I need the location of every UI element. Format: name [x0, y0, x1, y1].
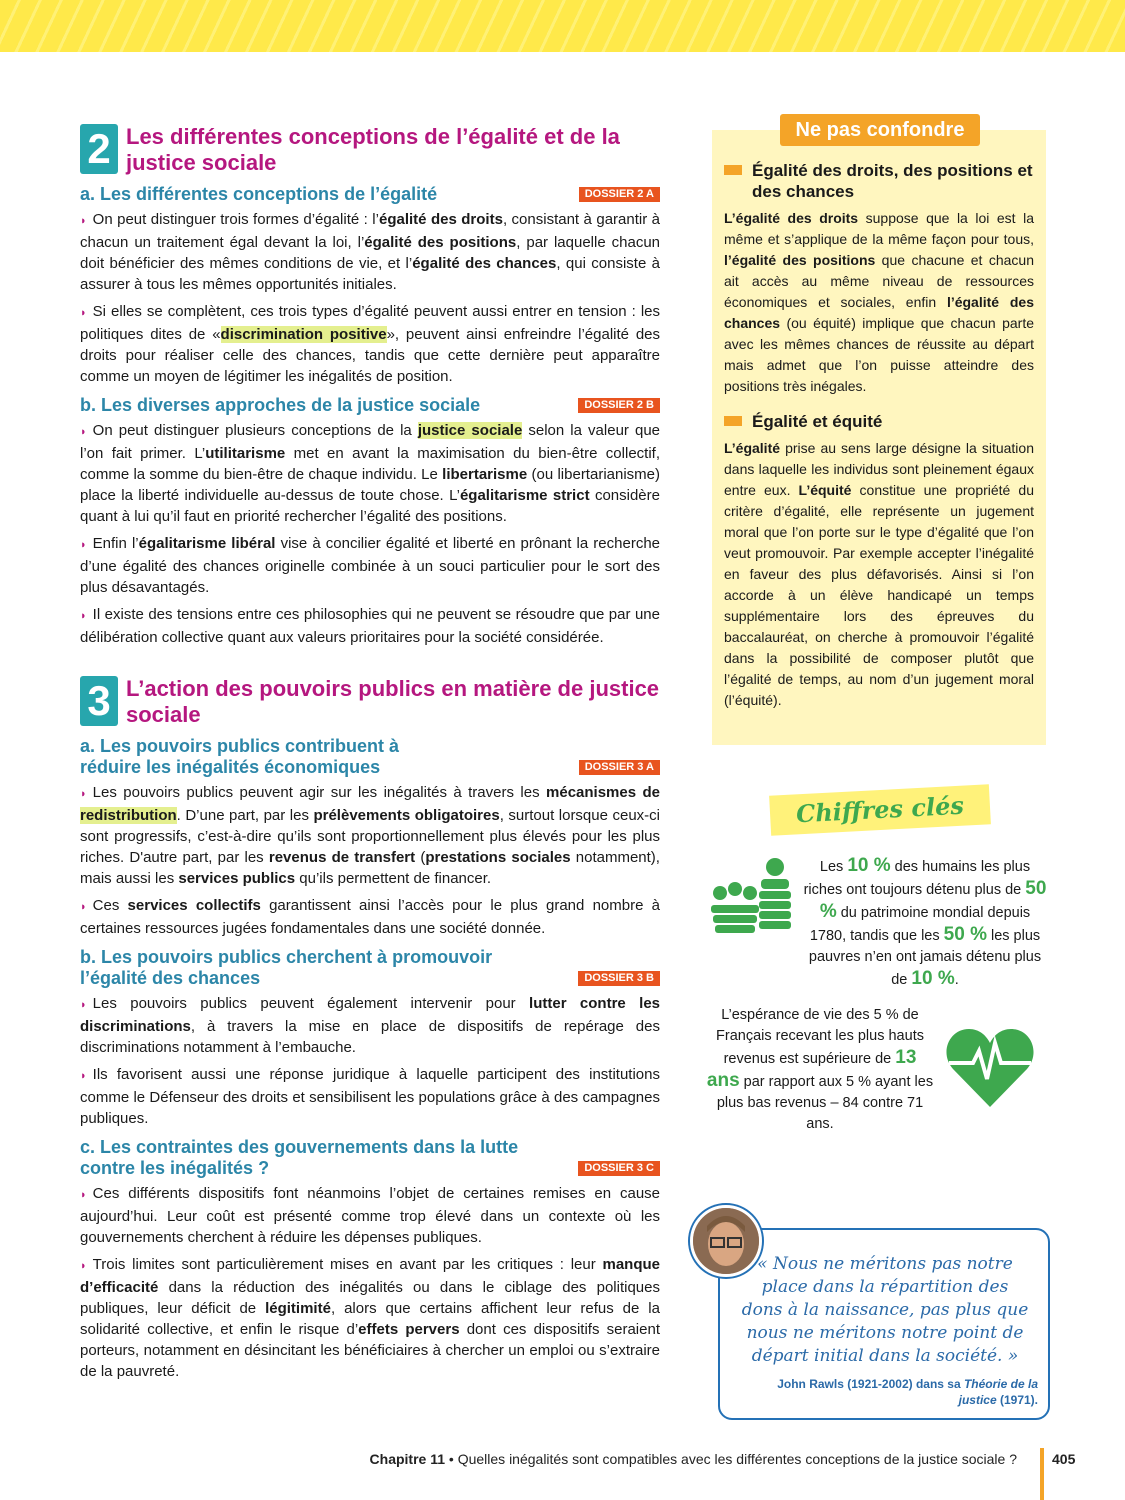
highlighted-term: redistribution [80, 807, 177, 824]
box-paragraph: L’égalité prise au sens large désigne la situation dans laquelle les individus sont pleinement égaux entre eux. L’équité constitue une propriété du critère d’égalité, elle représente un jugement moral que l’on porte sur le type d’égalité que l’on veut promouvoir. Par exemple accepter l’inégalité en faveur des plus défavorisés. Ainsi si l’on accorde à un élève handicapé un temps supplémentaire lors des épreuves du baccalauréat, on cherche à promouvoir l’égalité dans la possibilité de composer plutôt que l’égalité de temps, au nom d’un jugement moral (l’équité). [724, 440, 1035, 708]
page-footer [0, 1448, 1125, 1478]
section-number: 2 [80, 124, 118, 174]
stat-wealth: Les 10 % des humains les plus riches ont toujours détenu plus de 50 % du patrimoine mondial depuis 1780, tandis que les 50 % les plus pauvres n’en ont jamais détenu plus de 10 %. [803, 855, 1047, 989]
paragraph: ◗ Trois limites sont particulièrement mises en avant par les critiques : leur manque d’efficacité dans la réduction des inégalités ou dans le ciblage des politiques publiques, leur déficit de légitimité, alors que certains affichent leur refus de la solidarité collective, et enfin le risque d’effets pervers dont ces dispositifs seraient porteurs, notamment en désincitant les bénéficiaires à chercher un emploi ou s’extraire de la pauvreté. [80, 1256, 660, 1380]
dossier-badge: DOSSIER 2 A [579, 187, 660, 202]
paragraph: ◗ Les pouvoirs publics peuvent agir sur les inégalités à travers les mécanismes de redistribution. D’une part, par les prélèvements obligatoires, surtout lorsque ceux-ci sont progressifs, c’est-à-dire qu’ils sont proportionnellement plus élevés pour les plus riches. D'autre part, par les revenus de transfert (prestations sociales notamment), mais aussi les services publics qu’ils permettent de financer. [80, 784, 661, 887]
main-column [80, 120, 660, 1388]
paragraph: ◗ Ces différents dispositifs font néanmoins l’objet de certaines remises en cause aujourd’hui. Leur coût est présenté comme trop élevé dans un contexte où les gouvernements cherchent à réduire les dépenses publiques. [80, 1185, 660, 1246]
people-coins-icon [705, 855, 805, 935]
subsection-3c-heading [80, 1137, 660, 1179]
page-number: 405 [1052, 1451, 1076, 1467]
bullet-icon: ◗ [80, 999, 87, 1011]
subsection-title: a. Les pouvoirs publics contribuent à réduire les inégalités économiques [80, 736, 400, 777]
subsection-title: b. Les diverses approches de la justice sociale [80, 395, 481, 415]
bullet-icon: ◗ [80, 901, 87, 913]
paragraph: ◗ Il existe des tensions entre ces philosophies qui ne peuvent se résoudre que par une délibération collective quant aux valeurs prioritaires pour la société considérée. [80, 606, 660, 646]
bullet-icon: ◗ [80, 307, 87, 319]
box-paragraph: L’égalité des droits suppose que la loi est la même et s’applique de la même façon pour tous, l’égalité des positions que chacune et chacun ait accès au même niveau de ressources économiques et sociales, enfin l’égalité des chances (ou équité) implique que chacun parte avec les mêmes chances de réussite au départ mais admet que l’on puisse atteindre des positions très inégales. [724, 210, 1034, 394]
bullet-icon: ◗ [80, 1189, 87, 1201]
dossier-badge: DOSSIER 3 A [579, 760, 660, 775]
bullet-icon: ◗ [80, 788, 87, 800]
subsection-3b-heading [80, 947, 660, 989]
quote-text: « Nous ne méritons pas notre place dans la répartition des dons à la naissance, pas plus que nous ne méritons notre point de départ initial dans la société. » [741, 1254, 1029, 1366]
subsection-2a-heading [80, 184, 660, 205]
bullet-icon: ◗ [80, 539, 87, 551]
subsection-3a-heading [80, 736, 660, 778]
stat-life-expectancy: L’espérance de vie des 5 % de Français recevant les plus hauts revenus est supérieure de 13 ans par rapport aux 5 % ayant les plus bas revenus – 84 contre 71 ans. [706, 1007, 934, 1132]
ne-pas-confondre-box [712, 130, 1046, 745]
highlighted-term: justice sociale [417, 422, 523, 439]
subsection-title: a. Les différentes conceptions de l’égalité [80, 184, 438, 204]
footer-bar [1040, 1448, 1044, 1500]
paragraph: ◗ Les pouvoirs publics peuvent également intervenir pour lutter contre les discriminations, à travers la mise en place de dispositifs de repérage des discriminations notamment à l’embauche. [80, 995, 661, 1056]
bullet-icon: ◗ [80, 1260, 87, 1272]
square-marker-icon [724, 165, 742, 175]
subsection-2b-heading [80, 395, 660, 416]
quote-citation: John Rawls (1921-2002) dans sa Théorie de la justice (1971). [777, 1377, 1038, 1407]
subsection-title: c. Les contraintes des gouvernements dans la lutte contre les inégalités ? [80, 1137, 519, 1178]
footer-text: Chapitre 11 • Quelles inégalités sont compatibles avec les différentes conceptions de la justice sociale ? [369, 1451, 1017, 1467]
bullet-icon: ◗ [80, 426, 87, 438]
top-stripe-band [0, 0, 1125, 52]
section-title: L’action des pouvoirs publics en matière de justice sociale [126, 676, 660, 727]
paragraph: ◗ On peut distinguer trois formes d’égalité : l’égalité des droits, consistant à garantir à chacun un traitement égal devant la loi, l’égalité des positions, par laquelle chacun doit bénéficier des mêmes conditions de vie, et l’égalité des chances, qui consiste à assurer à tous les mêmes opportunités initiales. [80, 211, 661, 293]
heart-pulse-icon [945, 1025, 1035, 1110]
paragraph: ◗ Ces services collectifs garantissent ainsi l’accès pour le plus grand nombre à certaines ressources jugées fondamentales dans une société donnée. [80, 897, 660, 937]
ne-pas-confondre-tag: Ne pas confondre [780, 114, 980, 146]
bullet-icon: ◗ [80, 215, 87, 227]
dossier-badge: DOSSIER 3 B [578, 971, 660, 986]
bullet-icon: ◗ [80, 1070, 87, 1082]
paragraph: ◗ Ils favorisent aussi une réponse juridique à laquelle participent des institutions comme le Défenseur des droits et sensibilisent les populations grâce à des campagnes publiques. [80, 1066, 660, 1127]
paragraph: ◗ Si elles se complètent, ces trois types d’égalité peuvent aussi entrer en tension : les politiques dites de «discrimination positive», peuvent ainsi enfreindre l’égalité des droits pour réaliser celle des chances, tandis que cette dernière peut apparaître comme un moyen de légitimer les inégalités de position. [80, 303, 661, 385]
paragraph: ◗ Enfin l’égalitarisme libéral vise à concilier égalité et liberté en prônant la recherche d’une égalité des chances originelle combinée à un souci particulier pour le sort des plus désavantagés. [80, 535, 661, 596]
box-content [724, 160, 1034, 725]
highlighted-term: discrimination positive [220, 326, 387, 343]
bullet-icon: ◗ [80, 610, 87, 622]
box-heading: Égalité et équité [724, 411, 1034, 432]
chiffres-title: Chiffres clés [795, 790, 965, 829]
section-3-heading [80, 672, 660, 728]
subsection-title: b. Les pouvoirs publics cherchent à promouvoir l’égalité des chances [80, 947, 493, 988]
section-number: 3 [80, 676, 118, 726]
dossier-badge: DOSSIER 3 C [578, 1161, 660, 1176]
box-heading: Égalité des droits, des positions et des chances [724, 160, 1034, 202]
square-marker-icon [724, 416, 742, 426]
section-title: Les différentes conceptions de l’égalité et de la justice sociale [126, 124, 620, 175]
dossier-badge: DOSSIER 2 B [578, 398, 660, 413]
section-2-heading [80, 120, 660, 176]
paragraph: ◗ On peut distinguer plusieurs conceptions de la justice sociale selon la valeur que l’on fait primer. L’utilitarisme met en avant la maximisation du bien-être collectif, comme la somme du bien-être de chaque individu. Le libertarisme (ou libertarianisme) place la liberté individuelle au-dessus de toute chose. L’égalitarisme strict considère quant à lui qu’il faut en priorité rechercher l’égalité des positions. [80, 422, 661, 525]
